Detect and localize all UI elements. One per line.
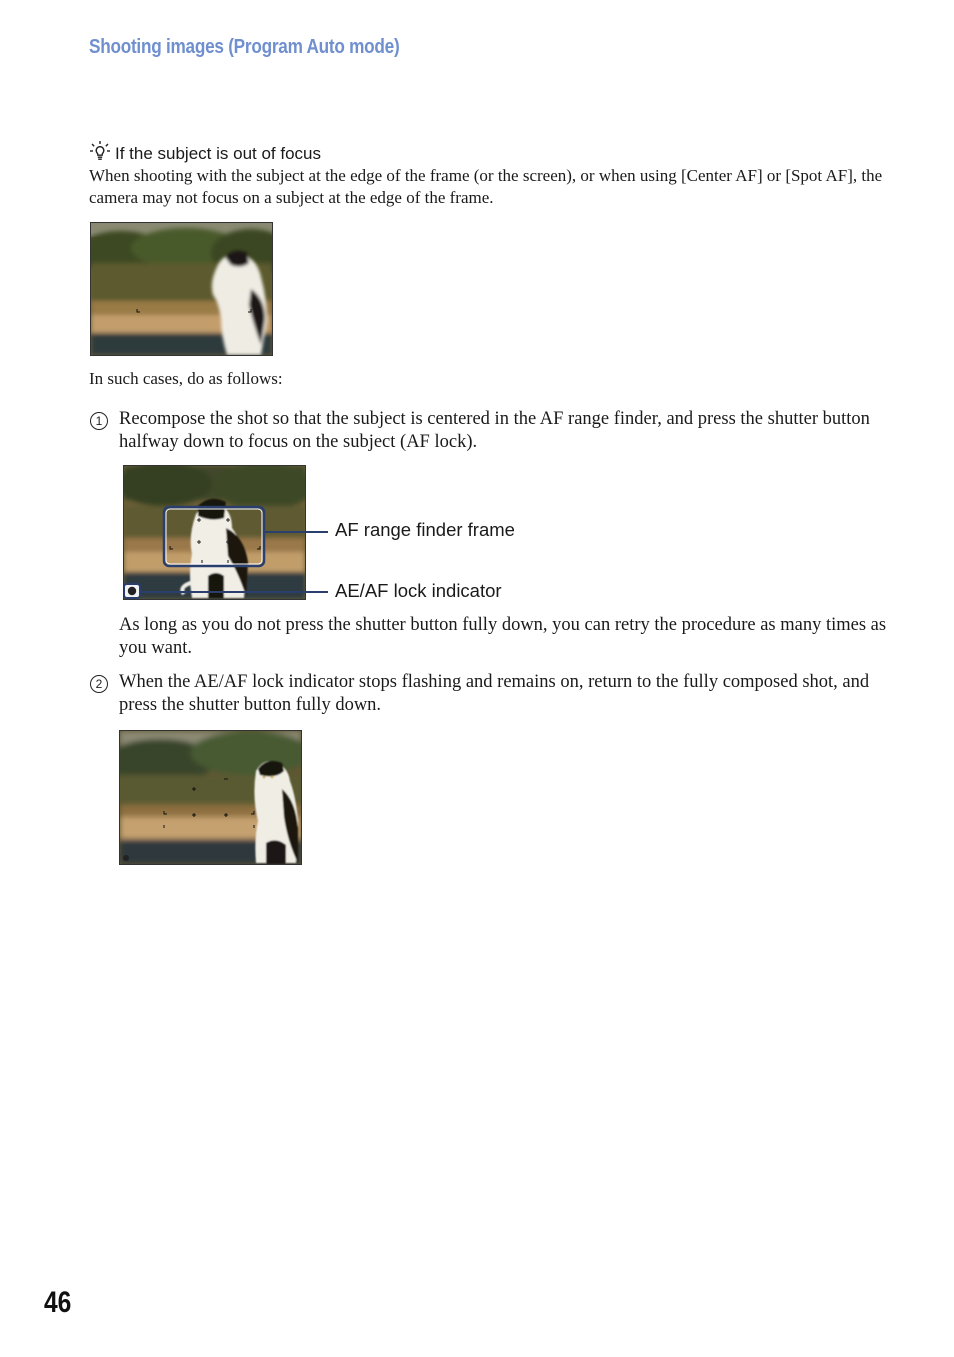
- callout-line-af-frame: [264, 531, 328, 533]
- photo-final-composition: [119, 730, 302, 865]
- callout-line-lock-indicator: [139, 591, 328, 593]
- step-number-1: 1: [90, 412, 108, 430]
- hint-heading: [89, 140, 321, 167]
- step-2-text: When the AE/AF lock indicator stops flashing and remains on, return to the fully composed shot, and press the shutter button fully down.: [119, 672, 870, 715]
- hint-body: When shooting with the subject at the edge of the frame (or the screen), or when using [Center AF] or [Spot AF], the camera may not focus on a subject at the edge of the frame.: [89, 166, 883, 207]
- intro-text: In such cases, do as follows:: [89, 369, 283, 388]
- step-1-text: Recompose the shot so that the subject is centered in the AF range finder, and press the shutter button halfway down to focus on the subject (AF lock).: [119, 409, 870, 452]
- page-number: 46: [44, 1286, 72, 1319]
- photo-subject-at-edge: [90, 222, 273, 356]
- retry-note: As long as you do not press the shutter button fully down, you can retry the procedure as many times as you want.: [119, 615, 887, 658]
- callout-ae-af-lock-indicator: AE/AF lock indicator: [335, 580, 502, 601]
- hint-heading-text: If the subject is out of focus: [115, 143, 322, 163]
- callout-af-range-finder-frame: AF range finder frame: [335, 519, 515, 540]
- step-number-2: 2: [90, 675, 108, 693]
- lightbulb-hint-icon: [89, 140, 111, 167]
- section-header: Shooting images (Program Auto mode): [89, 36, 400, 58]
